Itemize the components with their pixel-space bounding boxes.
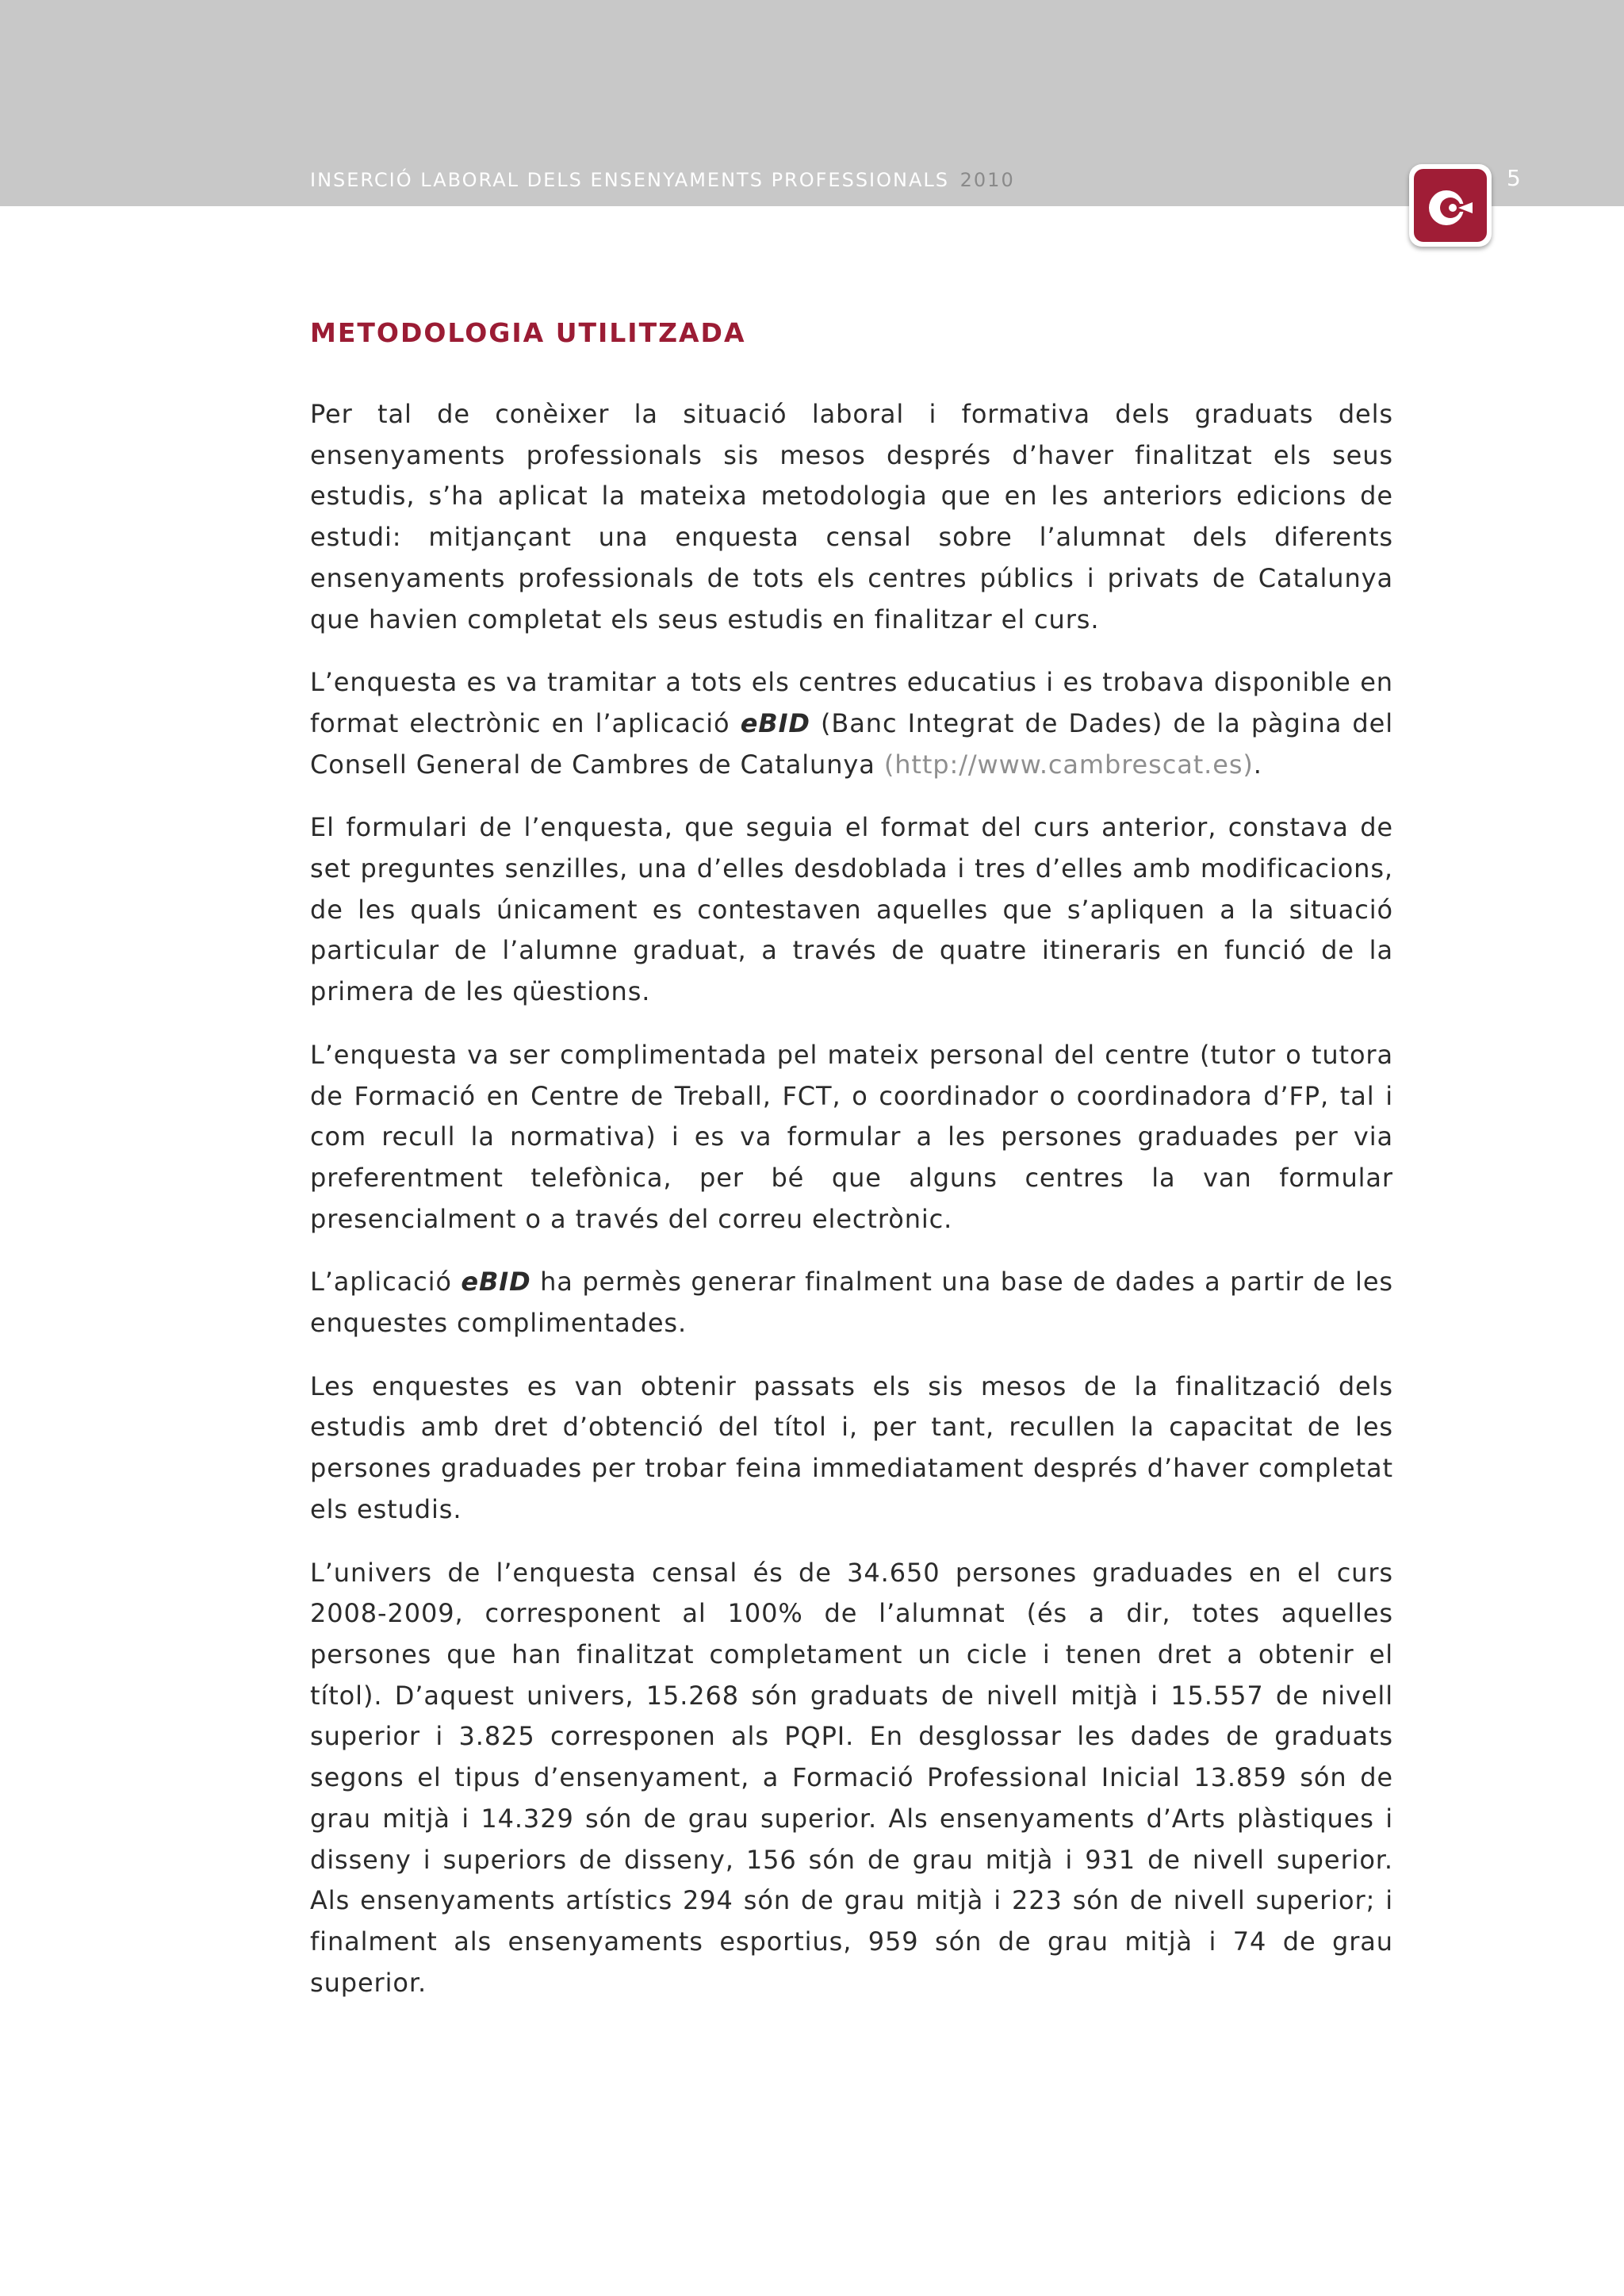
- paragraph-5: [310, 1262, 1393, 1343]
- running-title: [310, 169, 1015, 191]
- running-title-year: 2010: [959, 169, 1015, 191]
- paragraph-4: L’enquesta va ser complimentada pel mateix personal del centre (tutor o tutora de Formació en Centre de Treball, FCT, o coordinador o coordinadora d’FP, tal i com recull la normativa) i es va formular a les persones graduades per via preferentment telefònica, per bé que alguns centres la van formular presencialment o a través del correu electrònic.: [310, 1039, 1393, 1234]
- running-title-text: INSERCIÓ LABORAL DELS ENSENYAMENTS PROFESSIONALS: [310, 169, 949, 191]
- ebid-term: eBID: [461, 1267, 531, 1297]
- paragraph-2-text-a: L’enquesta es va tramitar a tots els centres educatius i es trobava disponible en format electrònic en l’aplicació: [310, 667, 1393, 738]
- logo-mark: [1409, 164, 1492, 247]
- body-text: [310, 394, 1393, 2026]
- paragraph-2: [310, 662, 1393, 785]
- paragraph-5-text-a: L’aplicació: [310, 1267, 462, 1297]
- paragraph-3: El formulari de l’enquesta, que seguia el format del curs anterior, constava de set preguntes senzilles, una d’elles desdoblada i tres d’elles amb modificacions, de les quals únicament es contestaven aquelles que s’apliquen a la situació particular de l’alumne graduat, a través de quatre itineraris en funció de la primera de les qüestions.: [310, 812, 1393, 1007]
- section-heading: METODOLOGIA UTILITZADA: [310, 317, 746, 348]
- cambres-logo-icon: [1409, 164, 1492, 247]
- paragraph-6: Les enquestes es van obtenir passats els sis mesos de la finalització dels estudis amb dret d’obtenció del títol i, per tant, recullen la capacitat de les persones graduades per trobar feina immediatament després d’haver completat els estudis.: [310, 1370, 1393, 1524]
- paragraph-5-text-b: ha permès generar finalment una base de dades a partir de les enquestes complimentades.: [310, 1267, 1393, 1339]
- paragraph-2-text-c: .: [1253, 749, 1262, 780]
- ebid-term: eBID: [740, 707, 810, 738]
- paragraph-2-text-b: (Banc Integrat de Dades) de la pàgina del Consell General de Cambres de Catalunya: [310, 707, 1393, 780]
- paragraph-7: L’univers de l’enquesta censal és de 34.650 persones graduades en el curs 2008-2009, corresponent al 100% de l’alumnat (és a dir, totes aquelles persones que han finalitzat completament un cicle i tenen dret a obtenir el títol). D’aquest univers, 15.268 són graduats de nivell mitjà i 15.557 de nivell superior i 3.825 corresponen als PQPI. En desglossar les dades de graduats segons el tipus d’ensenyament, a Formació Professional Inicial 13.859 són de grau mitjà i 14.329 són de grau superior. Als ensenyaments d’Arts plàstiques i disseny i superiors de disseny, 156 són de grau mitjà i 931 de nivell superior. Als ensenyaments artístics 294 són de grau mitjà i 223 són de nivell superior; i finalment als ensenyaments esportius, 959 són de grau mitjà i 74 de grau superior.: [310, 1557, 1393, 1998]
- paragraph-1: Per tal de conèixer la situació laboral i formativa dels graduats dels ensenyaments professionals sis mesos després d’haver finalitzat els seus estudis, s’ha aplicat la mateixa metodologia que en les anteriors edicions de estudi: mitjançant una enquesta censal sobre l’alumnat dels diferents ensenyaments professionals de tots els centres públics i privats de Catalunya que havien completat els seus estudis en finalitzar el curs.: [310, 399, 1393, 634]
- page-number: 5: [1507, 165, 1521, 191]
- cambrescat-link[interactable]: (http://www.cambrescat.es): [883, 749, 1254, 780]
